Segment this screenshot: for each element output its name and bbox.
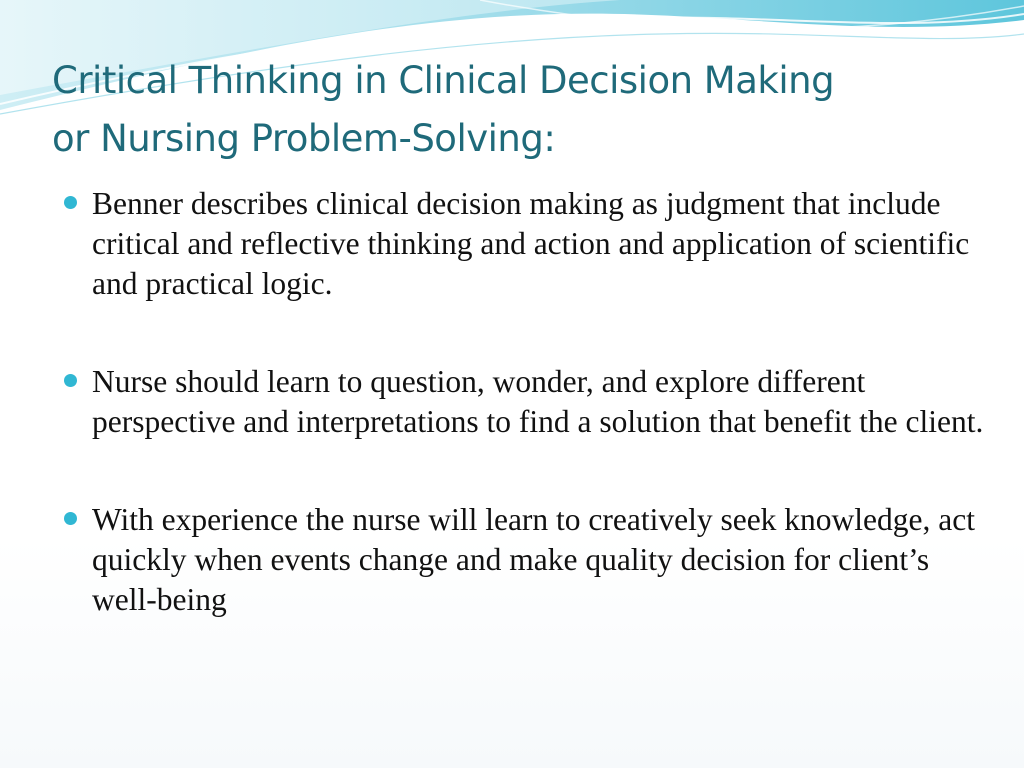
- bullet-list: [62, 184, 992, 678]
- bullet-item: [62, 184, 992, 304]
- bullet-text: Benner describes clinical decision making as judgment that include critical and reflective thinking and action and application of scientific and practical logic.: [92, 186, 970, 301]
- bullet-icon: [64, 512, 77, 525]
- bullet-icon: [64, 374, 77, 387]
- slide-title: [52, 52, 992, 168]
- bullet-icon: [64, 196, 77, 209]
- title-line-1: Critical Thinking in Clinical Decision Making: [52, 59, 835, 102]
- bullet-text: Nurse should learn to question, wonder, and explore different perspective and interpretations to find a solution that benefit the client.: [92, 364, 984, 439]
- title-line-2: or Nursing Problem-Solving:: [52, 117, 556, 160]
- bullet-item: [62, 500, 992, 620]
- bullet-text: With experience the nurse will learn to creatively seek knowledge, act quickly when events change and make quality decision for client’s well-being: [92, 502, 975, 617]
- bullet-item: [62, 362, 992, 442]
